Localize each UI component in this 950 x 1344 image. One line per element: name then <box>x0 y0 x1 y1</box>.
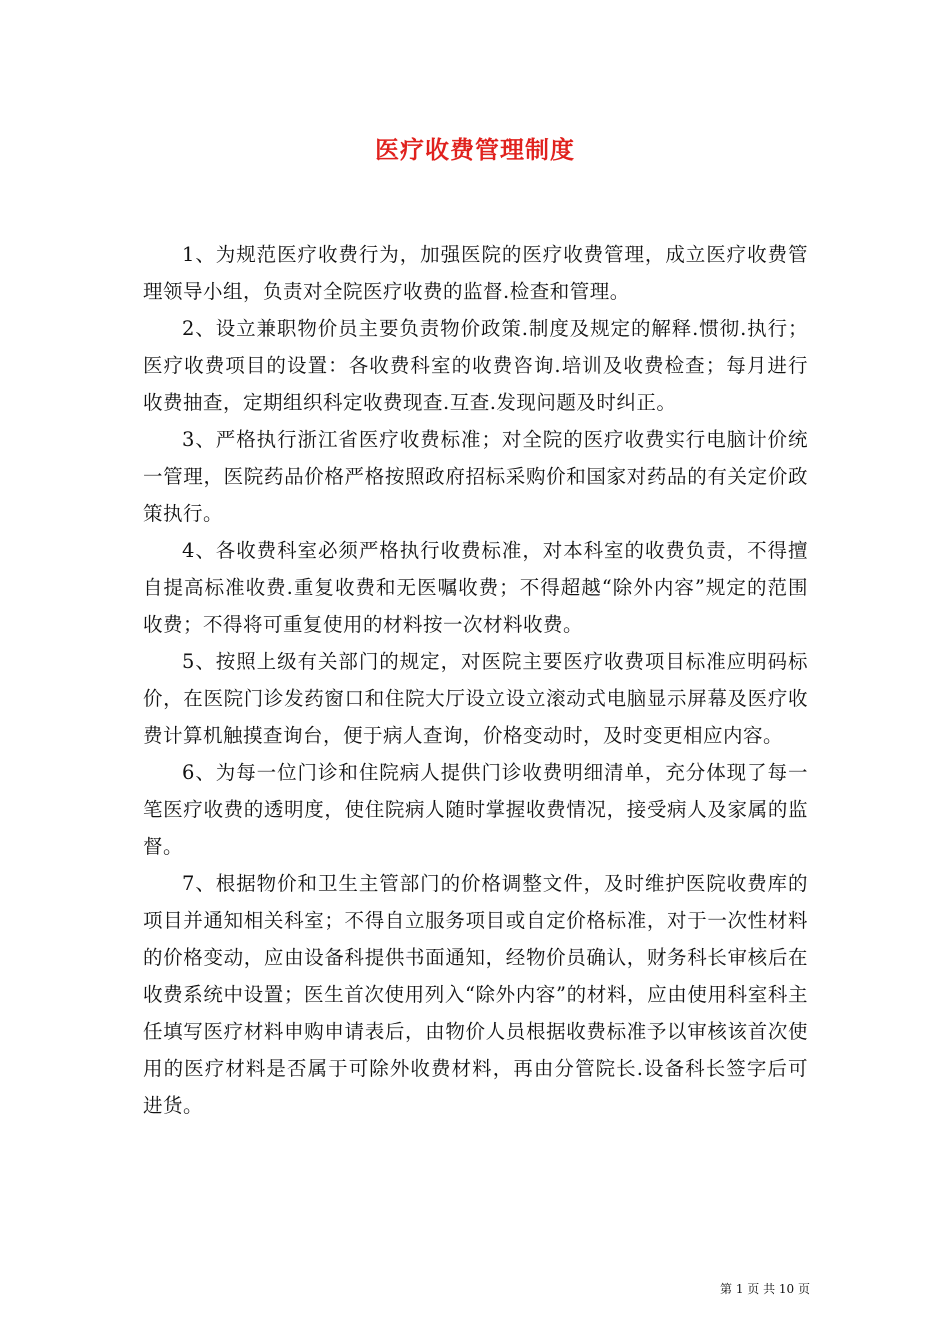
paragraph-2: 2、设立兼职物价员主要负责物价政策.制度及规定的解释.惯彻.执行；医疗收费项目的设置：各收费科室的收费咨询.培训及收费检查；每月进行收费抽查，定期组织科定收费现查.互查.发现问题及时纠正。 <box>143 317 808 414</box>
paragraph-3: 3、严格执行浙江省医疗收费标准；对全院的医疗收费实行电脑计价统一管理，医院药品价格严格按照政府招标采购价和国家对药品的有关定价政策执行。 <box>143 428 808 525</box>
page-number: 第 1 页 共 10 页 <box>720 1282 810 1296</box>
paragraph-7: 7、根据物价和卫生主管部门的价格调整文件，及时维护医院收费库的项目并通知相关科室；不得自立服务项目或自定价格标准，对于一次性材料的价格变动，应由设备科提供书面通知，经物价员确认，财务科长审核后在收费系统中设置；医生首次使用列入“除外内容”的材料，应由使用科室科主任填写医疗材料申购申请表后，由物价人员根据收费标准予以审核该首次使用的医疗材料是否属于可除外收费材料，再由分管院长.设备科长签字后可进货。 <box>143 872 808 1117</box>
paragraph-5: 5、按照上级有关部门的规定，对医院主要医疗收费项目标准应明码标价，在医院门诊发药窗口和住院大厅设立设立滚动式电脑显示屏幕及医疗收费计算机触摸查询台，便于病人查询，价格变动时，及时变更相应内容。 <box>143 650 808 747</box>
paragraph-4: 4、各收费科室必须严格执行收费标准，对本科室的收费负责，不得擅自提高标准收费.重复收费和无医嘱收费；不得超越“除外内容”规定的范围收费；不得将可重复使用的材料按一次材料收费。 <box>143 539 808 636</box>
document-body <box>143 236 808 1124</box>
paragraph-6: 6、为每一位门诊和住院病人提供门诊收费明细清单，充分体现了每一笔医疗收费的透明度，使住院病人随时掌握收费情况，接受病人及家属的监督。 <box>143 761 808 858</box>
page-title: 医疗收费管理制度 <box>375 135 575 164</box>
paragraph-1: 1、为规范医疗收费行为，加强医院的医疗收费管理，成立医疗收费管理领导小组，负责对全院医疗收费的监督.检查和管理。 <box>143 243 808 303</box>
